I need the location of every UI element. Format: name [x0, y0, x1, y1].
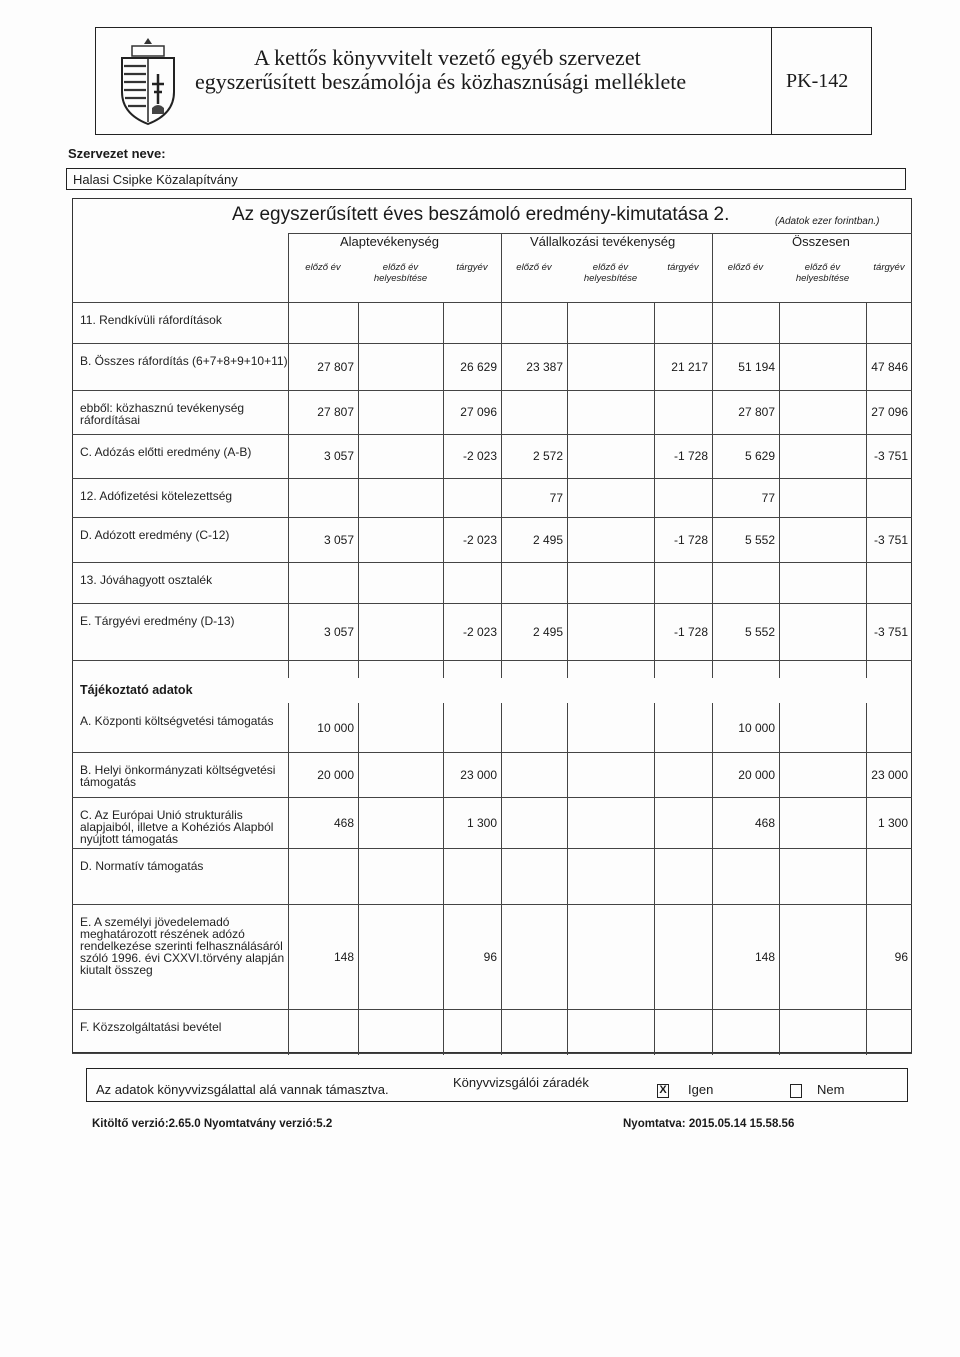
row-line — [72, 478, 912, 479]
column-subheader: előző év helyesbítése — [795, 262, 850, 284]
column-line — [866, 703, 867, 1055]
table-cell-value: 3 057 — [323, 533, 354, 547]
form-title-line1: A kettős könyvvitelt vezető egyéb szervezet — [254, 45, 641, 70]
column-line — [712, 703, 713, 1055]
row-label: D. Normatív támogatás — [80, 859, 204, 873]
table-cell-value: 27 807 — [738, 405, 775, 419]
row-line — [72, 904, 912, 905]
organization-label: Szervezet neve: — [68, 146, 166, 161]
column-line — [501, 703, 502, 1055]
table-cell-value: 27 807 — [317, 405, 354, 419]
table-cell-value: -3 751 — [873, 449, 908, 463]
audit-no-label: Nem — [817, 1082, 845, 1097]
table-cell-value: -2 023 — [462, 533, 497, 547]
table-cell-value: 21 217 — [671, 360, 708, 374]
column-subheader: előző év — [727, 262, 764, 273]
column-line — [567, 703, 568, 1055]
table-cell-value: 27 096 — [871, 405, 908, 419]
unit-note: (Adatok ezer forintban.) — [775, 216, 880, 227]
table-cell-value: -3 751 — [873, 533, 908, 547]
audit-no-checkbox[interactable] — [790, 1084, 802, 1098]
column-line — [288, 703, 289, 1055]
row-line — [72, 752, 912, 753]
table-cell-value: 51 194 — [738, 360, 775, 374]
table-cell-value: -2 023 — [462, 625, 497, 639]
info-section-title: Tájékoztató adatok — [80, 683, 193, 697]
row-line — [72, 848, 912, 849]
table-cell-value: -1 728 — [673, 533, 708, 547]
row-line — [72, 562, 912, 563]
table-cell-value: 47 846 — [871, 360, 908, 374]
row-label: 11. Rendkívüli ráfordítások — [80, 313, 222, 327]
table-cell-value: 1 300 — [466, 816, 497, 830]
row-line — [72, 1009, 912, 1010]
form-code: PK-142 — [786, 70, 849, 92]
row-label: D. Adózott eredmény (C-12) — [80, 528, 230, 542]
column-subheader: előző év helyesbítése — [583, 262, 638, 284]
column-line — [654, 302, 655, 678]
audit-yes-checkbox[interactable]: X — [657, 1084, 669, 1098]
row-line — [72, 390, 912, 391]
table-cell-value: 3 057 — [323, 625, 354, 639]
table-cell-value: -1 728 — [673, 449, 708, 463]
column-subheader: előző év — [305, 262, 341, 273]
header-divider — [771, 27, 772, 135]
row-label: B. Összes ráfordítás (6+7+8+9+10+11) — [80, 354, 288, 368]
table-cell-value: 1 300 — [877, 816, 908, 830]
group-header-core: Alaptevékenység — [340, 234, 440, 249]
column-line — [358, 302, 359, 678]
column-subheader: előző év — [516, 262, 552, 273]
table-cell-value: 2 495 — [532, 533, 563, 547]
row-label: E. Tárgyévi eredmény (D-13) — [80, 614, 235, 628]
row-line — [72, 660, 912, 661]
table-cell-value: 148 — [754, 950, 775, 964]
column-line — [443, 302, 444, 678]
table-cell-value: 5 552 — [744, 533, 775, 547]
row-line — [72, 797, 912, 798]
group-header-business: Vállalkozási tevékenység — [530, 234, 676, 249]
column-line — [866, 302, 867, 678]
row-label: F. Közszolgáltatási bevétel — [80, 1020, 222, 1034]
table-cell-value: 23 000 — [460, 768, 497, 782]
table-cell-value: 20 000 — [317, 768, 354, 782]
column-subheader: tárgyév — [456, 262, 488, 273]
table-cell-value: 77 — [761, 491, 775, 505]
table-cell-value: 27 096 — [460, 405, 497, 419]
table-cell-value: 20 000 — [738, 768, 775, 782]
software-version: Kitöltő verzió:2.65.0 Nyomtatvány verzió:5.2 — [92, 1118, 333, 1130]
table-cell-value: 5 629 — [744, 449, 775, 463]
table-cell-value: 2 495 — [532, 625, 563, 639]
row-label: E. A személyi jövedelemadó meghatározott részének adózó rendelkezése szerinti felhasználásáról szóló 1996. évi CXXVI.törvény alapján kiutalt összeg — [80, 915, 285, 977]
group-header-total: Összesen — [792, 234, 850, 249]
column-line — [654, 703, 655, 1055]
organization-name-field: Halasi Csipke Közalapítvány — [66, 168, 906, 190]
column-line — [779, 302, 780, 678]
table-cell-value: 26 629 — [460, 360, 497, 374]
form-title-line2: egyszerűsített beszámolója és közhasznúsági melléklete — [195, 69, 687, 94]
table-cell-value: 96 — [894, 950, 908, 964]
audit-yes-label: Igen — [688, 1082, 714, 1097]
column-line — [567, 302, 568, 678]
table-cell-value: 3 057 — [323, 449, 354, 463]
row-label: C. Adózás előtti eredmény (A-B) — [80, 445, 252, 459]
column-line — [358, 703, 359, 1055]
row-label: 13. Jóváhagyott osztalék — [80, 573, 213, 587]
header-line-groups — [288, 233, 912, 234]
coat-of-arms-icon — [108, 34, 188, 130]
column-subheader: tárgyév — [667, 262, 699, 273]
table-cell-value: 468 — [754, 816, 775, 830]
row-label: ebből: közhasznú tevékenység ráfordításai — [80, 401, 245, 427]
header-line-bottom — [72, 302, 912, 303]
table-cell-value: 23 000 — [871, 768, 908, 782]
table-cell-value: 77 — [549, 491, 563, 505]
row-line — [72, 603, 912, 604]
statement-title: Az egyszerűsített éves beszámoló eredmény-kimutatása 2. — [232, 204, 730, 225]
column-line — [779, 703, 780, 1055]
table-cell-value: -2 023 — [462, 449, 497, 463]
row-label: A. Központi költségvetési támogatás — [80, 714, 274, 728]
table-cell-value: -3 751 — [873, 625, 908, 639]
table-cell-value: 27 807 — [317, 360, 354, 374]
table-cell-value: 23 387 — [526, 360, 563, 374]
column-subheader: előző év helyesbítése — [373, 262, 428, 284]
audit-statement: Az adatok könyvvizsgálattal alá vannak támasztva. — [96, 1082, 389, 1097]
row-label: C. Az Európai Unió strukturális alapjaiból, illetve a Kohéziós Alapból nyújtott támogatás — [80, 808, 274, 846]
row-label: 12. Adófizetési kötelezettség — [80, 489, 233, 503]
column-line — [501, 302, 502, 678]
row-line — [72, 343, 912, 344]
column-subheader: tárgyév — [873, 262, 905, 273]
row-line — [72, 434, 912, 435]
row-label: B. Helyi önkormányzati költségvetési támogatás — [80, 763, 276, 789]
column-line — [712, 302, 713, 678]
column-line — [443, 703, 444, 1055]
row-line — [72, 517, 912, 518]
print-timestamp: Nyomtatva: 2015.05.14 15.58.56 — [623, 1118, 795, 1130]
table-cell-value: -1 728 — [673, 625, 708, 639]
table-cell-value: 2 572 — [532, 449, 563, 463]
table-cell-value: 10 000 — [738, 721, 775, 735]
table-cell-value: 148 — [333, 950, 354, 964]
table-cell-value: 468 — [333, 816, 354, 830]
table-cell-value: 96 — [483, 950, 497, 964]
audit-clause-title: Könyvvizsgálói záradék — [453, 1075, 589, 1090]
table-cell-value: 5 552 — [744, 625, 775, 639]
table-cell-value: 10 000 — [317, 721, 354, 735]
row-line — [72, 1053, 912, 1054]
